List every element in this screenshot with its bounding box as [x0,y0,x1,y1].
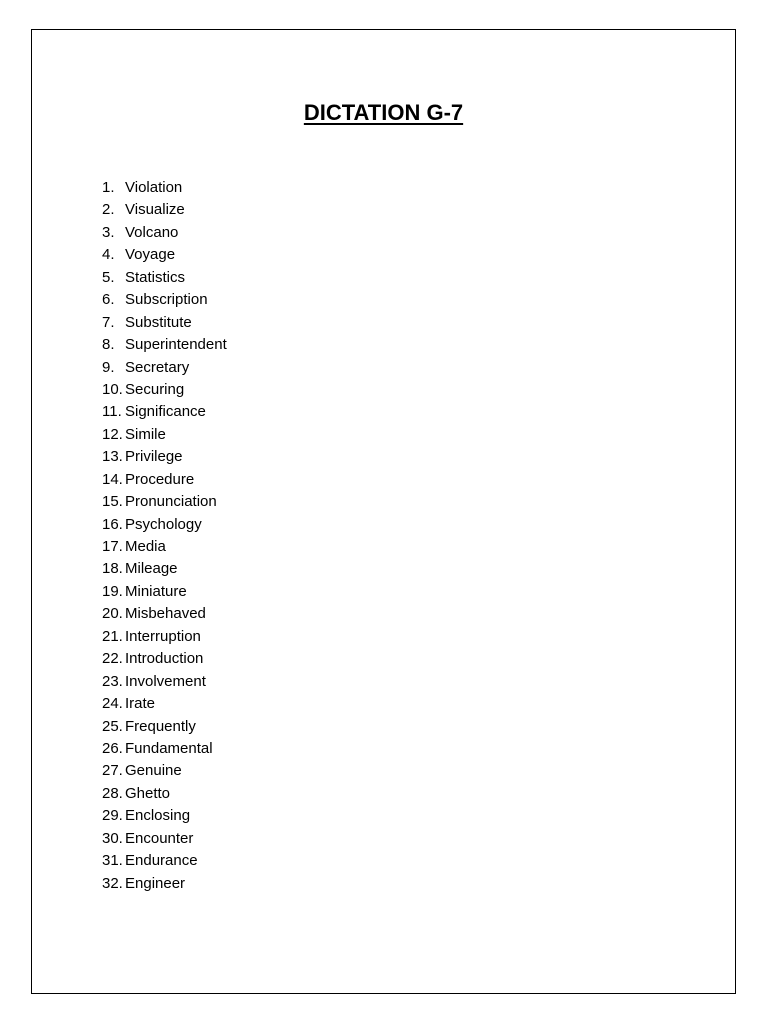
list-item-word: Fundamental [125,739,213,757]
list-item [102,334,227,356]
list-item [102,626,227,648]
list-item-number: 28. [102,784,123,802]
list-item-number: 11. [102,403,122,421]
list-item [102,199,227,221]
list-item-word: Simile [125,425,166,443]
list-item-number: 27. [102,762,123,780]
list-item-word: Voyage [125,246,176,264]
list-item-number: 21. [102,627,123,645]
list-item-word: Engineer [125,874,186,892]
list-item-word: Interruption [125,627,201,645]
list-item-word: Introduction [125,650,204,668]
list-item-number: 4. [102,246,115,264]
list-item-word: Violation [125,179,183,196]
list-item-number: 22. [102,650,123,668]
list-item-number: 2. [102,201,115,219]
list-item [102,648,227,670]
list-item-number: 12. [102,425,123,443]
list-item [102,738,227,760]
list-item-word: Involvement [125,672,206,690]
list-item-number: 1. [102,179,115,196]
list-item [102,603,227,625]
list-item [102,244,227,266]
list-item [102,312,227,334]
list-item [102,693,227,715]
list-item-number: 6. [102,291,115,309]
list-item [102,514,227,536]
list-item-word: Endurance [125,852,198,870]
list-item-number: 31. [102,852,123,870]
list-item-word: Enclosing [125,807,191,825]
list-item-number: 29. [102,807,123,825]
list-item-number: 20. [102,605,123,623]
page-title-container [32,91,735,128]
list-item-word: Ghetto [125,784,171,802]
list-item-word: Statistics [125,268,186,286]
list-item [102,805,227,827]
list-item [102,267,227,289]
list-item-number: 23. [102,672,123,690]
list-item-word: Privilege [125,448,183,466]
list-item-number: 30. [102,829,123,847]
list-item-number: 16. [102,515,123,533]
list-item-number: 25. [102,717,123,735]
list-item-number: 5. [102,268,115,286]
list-item [102,177,227,199]
list-item-number: 26. [102,739,123,757]
list-item-word: Genuine [125,762,182,780]
list-item-number: 10. [102,380,123,398]
list-item [102,491,227,513]
list-item-word: Secretary [125,358,190,376]
list-item-number: 24. [102,695,123,713]
list-item-word: Miniature [125,582,187,600]
list-item-number: 15. [102,493,123,511]
list-item-word: Pronunciation [125,493,217,511]
list-item [102,671,227,693]
list-item-word: Significance [125,403,206,421]
document-page [31,29,736,994]
list-item-number: 13. [102,448,123,466]
list-item-word: Subscription [125,291,208,309]
list-item [102,379,227,401]
list-item-number: 17. [102,538,123,555]
list-item [102,716,227,738]
list-item [102,289,227,311]
list-item [102,873,227,895]
list-item [102,850,227,872]
list-item-word: Encounter [125,829,194,847]
list-item-number: 18. [102,560,123,578]
list-item-word: Mileage [125,560,178,578]
list-item-number: 8. [102,336,115,354]
list-item [102,783,227,805]
list-item-word: Volcano [125,223,179,241]
list-item-number: 9. [102,358,115,376]
list-item-word: Irate [125,695,156,713]
list-item [102,401,227,423]
list-item [102,581,227,603]
list-item-word: Media [125,538,166,555]
list-item-number: 19. [102,582,123,600]
list-item-word: Psychology [125,515,202,533]
list-item-word: Substitute [125,313,192,331]
list-item [102,828,227,850]
list-item [102,760,227,782]
list-item-word: Superintendent [125,336,227,354]
list-item-number: 7. [102,313,115,331]
list-item-word: Misbehaved [125,605,206,623]
list-item [102,222,227,244]
list-item [102,469,227,491]
list-item [102,446,227,468]
list-item [102,536,227,558]
list-item-word: Securing [125,380,185,398]
list-item-number: 14. [102,470,123,488]
list-item [102,424,227,446]
page-title: DICTATION G-7 [303,100,464,125]
list-item [102,558,227,580]
list-item-number: 3. [102,223,115,241]
list-item [102,357,227,379]
list-item-word: Procedure [125,470,195,488]
list-item-word: Visualize [125,201,185,219]
dictation-word-list [102,177,227,895]
list-item-number: 32. [102,874,123,892]
list-item-word: Frequently [125,717,196,735]
